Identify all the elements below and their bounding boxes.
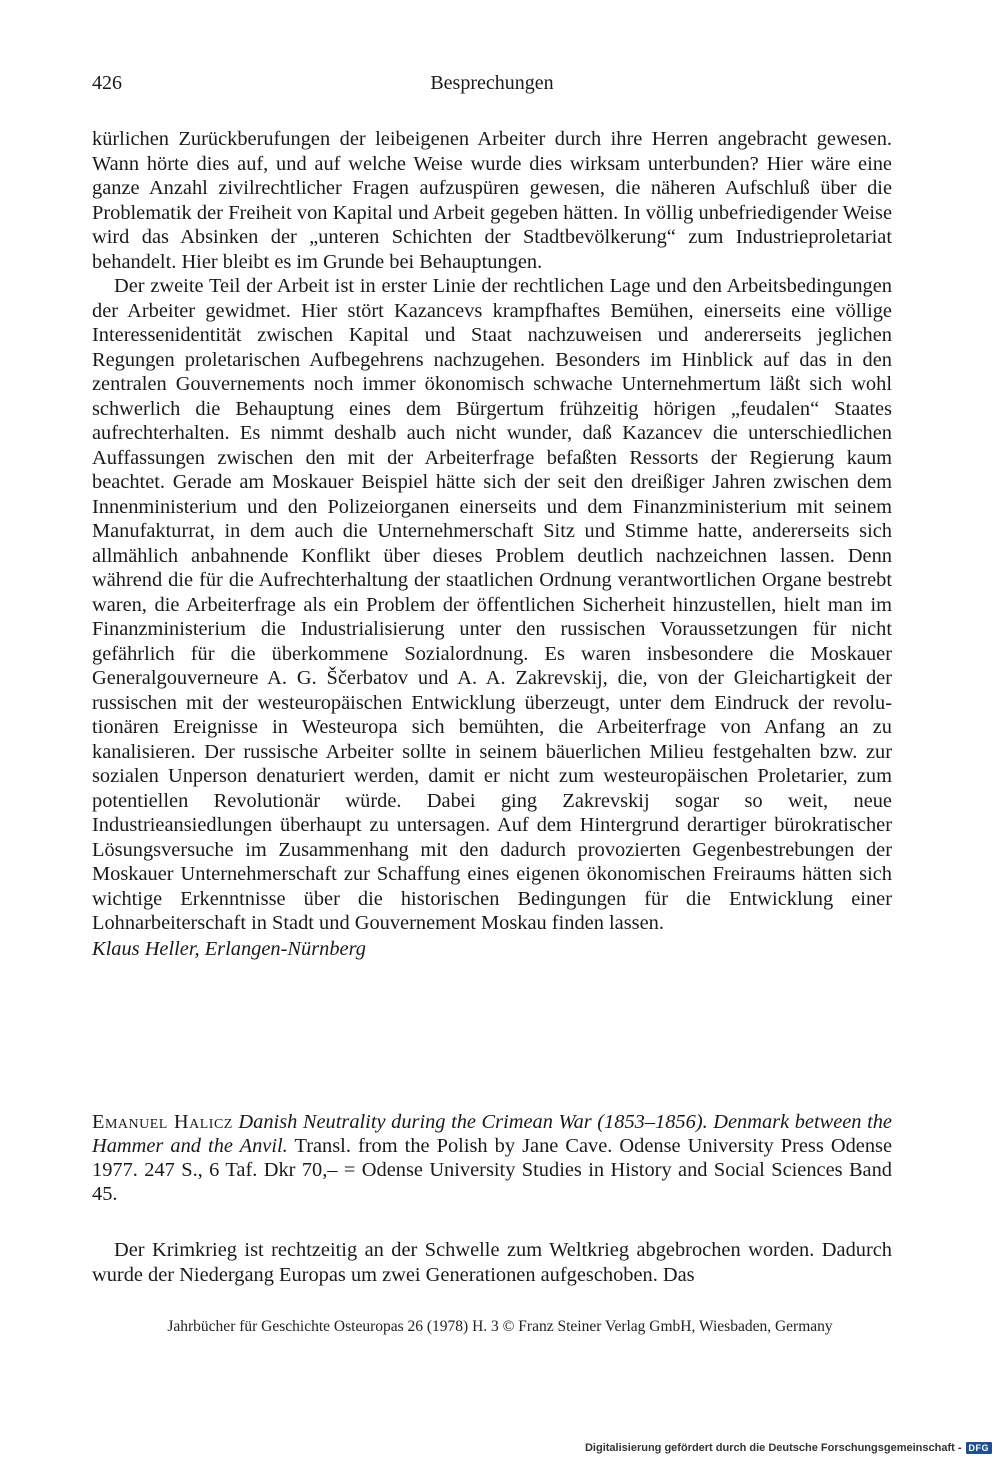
review-book-title: Danish Neutrality during the Crimean War (1853–1856). Denmark between the Hammer and the Anvil. (92, 1111, 892, 1157)
review-paragraph: Der zweite Teil der Arbeit ist in erster Linie der rechtlichen Lage und den Arbeitsbedingungen der Arbeiter gewidmet. Hier stört Kazancevs krampfhaftes Bemühen, einerseits eine völlige Interessenidentität zwischen Kapital und Staat nachzuweisen und andererseits jeglichen Regungen proletarischen Aufbegehrens nachzugehen. Besonders im Hinblick auf das in den zentralen Gouvernements noch immer ökonomisch schwache Unternehmertum läßt sich wohl schwerlich die Behauptung eines dem Bürgertum frühzeitig hörigen „feudalen“ Staates aufrechterhalten. Es nimmt deshalb auch nicht wunder, daß Kazancev die unterschiedlichen Auffassungen zwischen den mit der Arbeiterfrage befaßten Ressorts der Regierung kaum beachtet. Gerade am Moskauer Beispiel hätte sich der seit den dreißiger Jahren zwischen dem Innenministerium und den Polizeiorganen einerseits und dem Finanzministerium mit seinem Manufakturrat, in dem auch die Unternehmerschaft Sitz und Stimme hatte, andererseits sich allmählich anbahnende Konflikt über dieses Problem deutlich nachzeichnen lassen. Denn während die für die Aufrechterhaltung der staatlichen Ordnung verantwortlichen Organe bestrebt waren, die Arbeiterfrage als ein Problem der öffentlichen Sicherheit hinzustellen, hielt man im Finanzministerium die Industrialisierung unter den russischen Voraussetzungen für nicht gefährlich für die überkommene Sozialordnung. Es waren insbesondere die Moskauer Generalgouverneure A. G. Ščerbatov und A. A. Zakrevskij, die, von der Gleichartigkeit der russischen mit der westeuropäischen Entwicklung überzeugt, unter dem Eindruck der revolutionären Ereignisse in Westeuropa sich bemühten, die Arbeiterfrage von Anfang an zu kanalisieren. Der russische Arbeiter sollte in seinem bäuerlichen Milieu festgehalten bzw. zur sozialen Unperson denaturiert werden, damit er nicht zum westeuropäischen Proletarier, zum potentiellen Revolutionär würde. Dabei ging Zakrevskij sogar so weit, neue Industrieansiedlungen überhaupt zu untersagen. Auf dem Hintergrund derartiger bürokratischer Lösungsversuche im Zusammenhang mit den dadurch provozierten Gegenbestrebungen der Moskauer Unternehmerschaft zur Schaffung eines eigenen ökonomischen Freiraums hätten sich wichtige Erkenntnisse über die historischen Bedingungen für die Entwicklung einer Lohnarbeiterschaft in Stadt und Gouvernement Moskau finden lassen. (92, 275, 892, 934)
dfg-logo-icon: DFG (966, 1442, 993, 1454)
reviewer-signature: Klaus Heller, Erlangen-Nürnberg (92, 937, 366, 960)
page-header (92, 72, 892, 102)
review-author: Emanuel Halicz (92, 1111, 233, 1133)
review-paragraph: kürlichen Zurückberufungen der leibeigenen Arbeiter durch ihre Herren angebracht gewesen. Wann hörte dies auf, und auf welche Weise wurde dies wirksam unterbunden? Hier wäre eine ganze Anzahl zivilrechtlicher Fragen aufzuspüren gewesen, die näheren Aufschluß über die Problematik der Freiheit von Kapital und Arbeit gegeben hätten. In völlig unbefriedigender Weise wird das Absinken der „unteren Schichten der Stadtbevölkerung“ zum Industrieproletariat behandelt. Hier bleibt es im Grunde bei Behauptungen. (92, 128, 892, 273)
digitization-text: Digitalisierung gefördert durch die Deutsche Forschungsgemeinschaft - (584, 1442, 962, 1454)
journal-citation-footer: Jahrbücher für Geschichte Osteuropas 26 (1978) H. 3 © Franz Steiner Verlag GmbH, Wiesbaden, Germany (167, 1318, 833, 1335)
review-body-start: Der Krimkrieg ist rechtzeitig an der Schwelle zum Weltkrieg abgebrochen worden. Dadurch wurde der Niedergang Europas um zwei Generationen aufgeschoben. Das (92, 1239, 892, 1286)
review-book-details: Transl. from the Polish by Jane Cave. Odense University Press Odense 1977. 247 S., 6 Taf. Dkr 70,– = Odense University Studies in History and Social Sciences Band 45. (92, 1135, 892, 1205)
review-continuation (92, 127, 892, 961)
page-number: 426 (92, 72, 122, 94)
running-title: Besprechungen (430, 72, 554, 94)
digitization-notice (585, 1440, 992, 1456)
review-bibliographic-entry (92, 1110, 892, 1206)
